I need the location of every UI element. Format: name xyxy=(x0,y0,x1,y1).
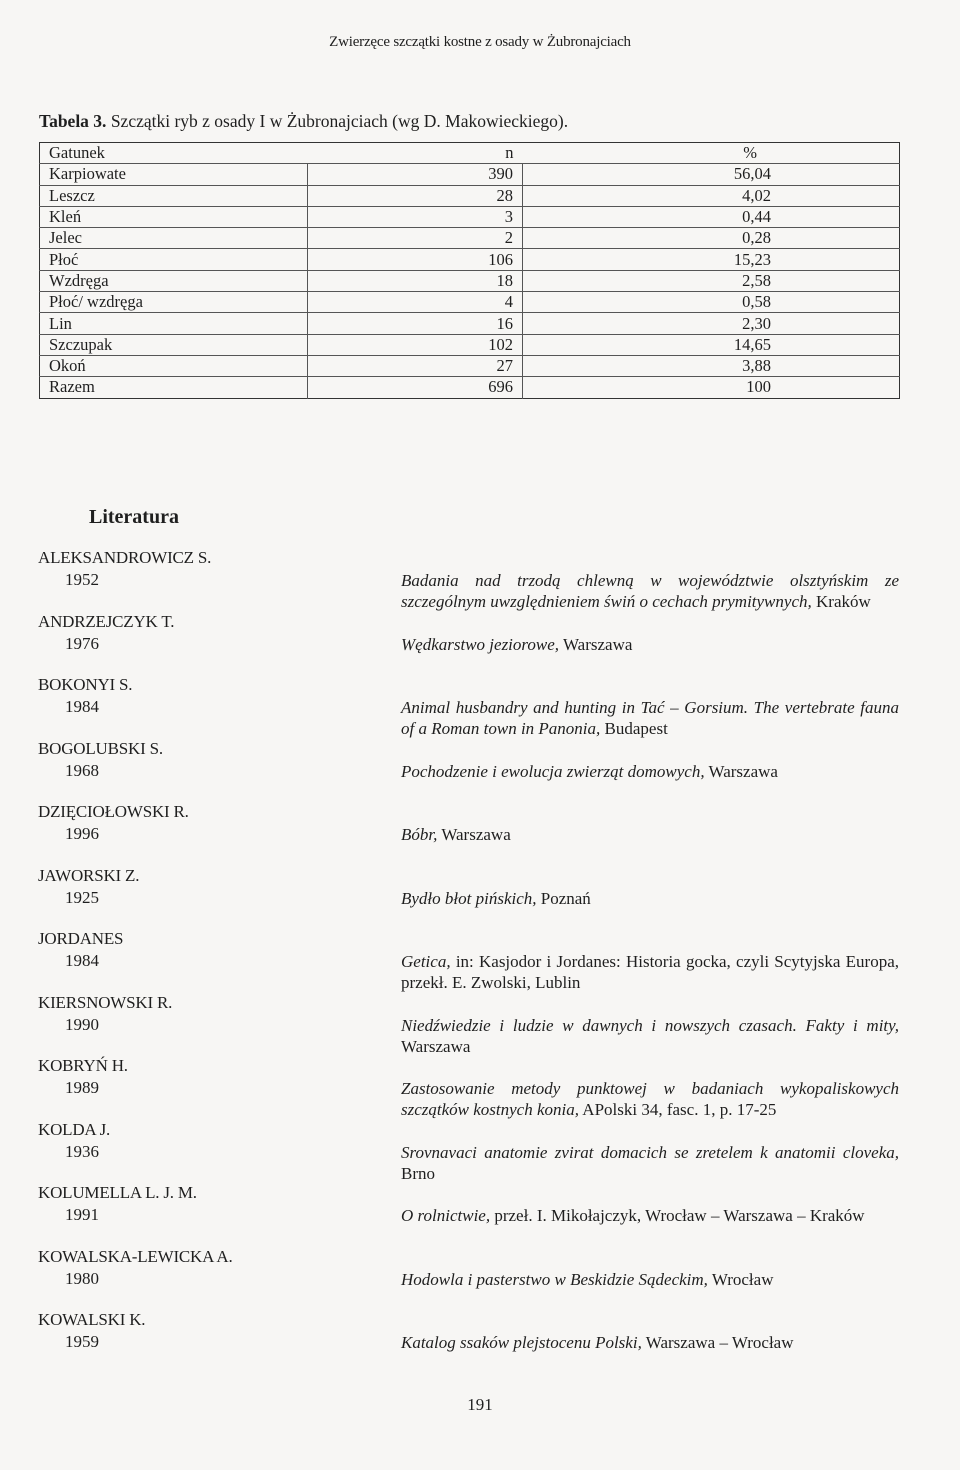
reference-title-rest: Poznań xyxy=(536,888,591,908)
reference-year: 1989 xyxy=(65,1078,99,1097)
cell-n: 3 xyxy=(308,206,523,227)
table-row xyxy=(40,377,900,398)
reference-title-rest: Warszawa xyxy=(401,1036,471,1056)
reference-title-rest: Brno xyxy=(401,1163,435,1183)
reference-year: 1936 xyxy=(65,1141,99,1161)
reference-title-rest: Warszawa xyxy=(704,761,778,781)
cell-percent: 0,44 xyxy=(523,206,900,227)
reference-author: KOWALSKA-LEWICKA A. xyxy=(38,1246,233,1266)
cell-species: Kleń xyxy=(40,206,308,227)
reference-author: BOGOLUBSKI S. xyxy=(38,738,163,758)
fish-remains-table xyxy=(39,142,900,399)
reference-title-rest: Wrocław xyxy=(707,1269,774,1289)
reference-title xyxy=(401,1205,899,1226)
reference-title-italic: O rolnictwie, xyxy=(401,1206,491,1225)
table-row xyxy=(40,249,900,270)
reference-title xyxy=(401,824,899,845)
cell-species: Razem xyxy=(49,377,95,397)
running-header: Zwierzęce szczątki kostne z osady w Żubronajciach xyxy=(329,34,631,50)
reference-title xyxy=(401,570,899,612)
reference-title-italic: Badania nad trzodą chlewną w województwie olsztyńskim ze szczególnym uwzględnieniem świń o cechach prymitywnych, xyxy=(401,571,899,611)
reference-entry xyxy=(38,612,900,676)
cell-n: 16 xyxy=(308,313,523,334)
reference-year: 1968 xyxy=(65,760,99,780)
cell-species: Wzdręga xyxy=(40,270,308,291)
reference-title xyxy=(401,1015,899,1057)
cell-n: 27 xyxy=(308,355,523,376)
reference-title-rest: Warszawa – Wrocław xyxy=(641,1333,794,1352)
reference-title xyxy=(401,1269,899,1290)
reference-author: KOBRYŃ H. xyxy=(38,1056,128,1075)
table-row xyxy=(40,185,900,206)
cell-percent: 0,28 xyxy=(523,228,900,249)
cell-percent: 14,65 xyxy=(523,334,900,355)
reference-list xyxy=(38,548,900,1374)
cell-species: Leszcz xyxy=(40,185,308,206)
reference-year: 1976 xyxy=(65,633,99,653)
table-row xyxy=(40,313,900,334)
reference-title xyxy=(401,761,899,782)
reference-title-rest: Budapest xyxy=(600,719,668,738)
reference-entry xyxy=(38,1310,900,1374)
reference-year: 1952 xyxy=(65,570,99,589)
cell-n: 390 xyxy=(308,164,523,185)
reference-title-italic: Wędkarstwo jeziorowe, xyxy=(401,634,560,654)
reference-title-italic: Srovnavaci anatomie zvirat domacich se zretelem k anatomii cloveka, xyxy=(401,1142,899,1162)
table-row xyxy=(40,164,900,185)
cell-percent: 0,58 xyxy=(523,292,900,313)
reference-year: 1990 xyxy=(65,1014,99,1034)
reference-title-rest: Kraków xyxy=(811,592,871,611)
cell-n: 18 xyxy=(308,270,523,291)
reference-title-italic: Getica, xyxy=(401,952,451,971)
reference-author: KOWALSKI K. xyxy=(38,1310,146,1329)
reference-author: KIERSNOWSKI R. xyxy=(38,992,173,1012)
reference-title xyxy=(401,1078,899,1120)
cell-percent: 100 xyxy=(523,377,900,398)
table-row xyxy=(40,292,900,313)
cell-percent: 15,23 xyxy=(523,249,900,270)
reference-author: BOKONYI S. xyxy=(38,675,133,694)
cell-n: 102 xyxy=(308,334,523,355)
reference-year: 1959 xyxy=(65,1332,99,1351)
reference-entry xyxy=(38,739,900,803)
table-row xyxy=(40,228,900,249)
reference-author: KOLUMELLA L. J. M. xyxy=(38,1183,197,1202)
table-row xyxy=(40,355,900,376)
reference-entry xyxy=(38,548,900,612)
reference-entry xyxy=(38,675,900,739)
reference-title-rest: APolski 34, fasc. 1, p. 17-25 xyxy=(579,1100,777,1119)
reference-author: ANDRZEJCZYK T. xyxy=(38,611,175,631)
reference-title-italic: Niedźwiedzie i ludzie w dawnych i nowszych czasach. Fakty i mity, xyxy=(401,1015,899,1035)
cell-n: 28 xyxy=(308,185,523,206)
table-caption-text: Szczątki ryb z osady I w Żubronajciach (wg D. Makowieckiego). xyxy=(106,111,569,131)
reference-title-rest: przeł. I. Mikołajczyk, Wrocław – Warszawa – Kraków xyxy=(490,1206,865,1225)
cell-n: 696 xyxy=(308,377,523,398)
reference-author: DZIĘCIOŁOWSKI R. xyxy=(38,802,189,821)
cell-species: Okoń xyxy=(40,355,308,376)
reference-author: KOLDA J. xyxy=(38,1119,111,1139)
table-header-row xyxy=(40,143,900,164)
cell-species: Karpiowate xyxy=(40,164,308,185)
reference-title-italic: Bóbr, xyxy=(401,825,438,844)
cell-percent: 3,88 xyxy=(523,355,900,376)
page-number: 191 xyxy=(467,1395,493,1414)
reference-title xyxy=(401,1332,899,1353)
reference-year: 1996 xyxy=(65,824,99,843)
reference-title xyxy=(401,634,899,655)
cell-species: Jelec xyxy=(40,228,308,249)
table-row xyxy=(40,334,900,355)
reference-year: 1984 xyxy=(65,951,99,970)
reference-title-rest: Warszawa xyxy=(437,825,511,844)
reference-title xyxy=(401,951,899,993)
cell-percent: 2,30 xyxy=(523,313,900,334)
reference-year: 1984 xyxy=(65,697,99,716)
reference-entry xyxy=(38,1056,900,1120)
cell-species: Płoć xyxy=(40,249,308,270)
cell-percent: 56,04 xyxy=(523,164,900,185)
reference-year: 1991 xyxy=(65,1205,99,1224)
reference-year: 1925 xyxy=(65,887,99,907)
cell-n: 2 xyxy=(308,228,523,249)
table-caption xyxy=(39,111,568,132)
literature-heading: Literatura xyxy=(89,506,179,528)
cell-species: Szczupak xyxy=(40,334,308,355)
reference-title-italic: Pochodzenie i ewolucja zwierząt domowych, xyxy=(401,761,705,781)
reference-entry xyxy=(38,802,900,866)
cell-species: Lin xyxy=(40,313,308,334)
table-caption-label: Tabela 3. xyxy=(39,111,107,131)
reference-title xyxy=(401,697,899,739)
table-row xyxy=(40,206,900,227)
cell-n: 106 xyxy=(308,249,523,270)
reference-author: JAWORSKI Z. xyxy=(38,865,140,885)
reference-entry xyxy=(38,993,900,1057)
reference-title xyxy=(401,1142,899,1184)
reference-entry xyxy=(38,1247,900,1311)
reference-title-italic: Animal husbandry and hunting in Tać – Gorsium. The vertebrate fauna of a Roman town in Panonia, xyxy=(401,698,899,738)
reference-author: ALEKSANDROWICZ S. xyxy=(38,548,212,567)
reference-entry xyxy=(38,1120,900,1184)
reference-year: 1980 xyxy=(65,1268,99,1288)
header-percent: % xyxy=(523,143,900,164)
reference-entry xyxy=(38,1183,900,1247)
reference-title-rest: Warszawa xyxy=(559,634,633,654)
reference-entry xyxy=(38,866,900,930)
cell-percent: 2,58 xyxy=(523,270,900,291)
reference-title xyxy=(401,888,899,909)
reference-title-italic: Hodowla i pasterstwo w Beskidzie Sądeckim, xyxy=(401,1269,708,1289)
cell-n: 4 xyxy=(308,292,523,313)
reference-title-rest: in: Kasjodor i Jordanes: Historia gocka, czyli Scytyjska Europa, przekł. E. Zwolski, Lublin xyxy=(401,952,899,992)
cell-percent: 4,02 xyxy=(523,185,900,206)
table-row xyxy=(40,270,900,291)
reference-entry xyxy=(38,929,900,993)
cell-species: Płoć/ wzdręga xyxy=(40,292,308,313)
header-n: n xyxy=(308,143,523,164)
reference-title-italic: Bydło błot pińskich, xyxy=(401,888,537,908)
reference-title-italic: Zastosowanie metody punktowej w badaniach wykopaliskowych szczątków kostnych konia, xyxy=(401,1079,899,1119)
reference-title-italic: Katalog ssaków plejstocenu Polski, xyxy=(401,1333,642,1352)
header-species: Gatunek xyxy=(40,143,308,164)
reference-author: JORDANES xyxy=(38,929,124,948)
